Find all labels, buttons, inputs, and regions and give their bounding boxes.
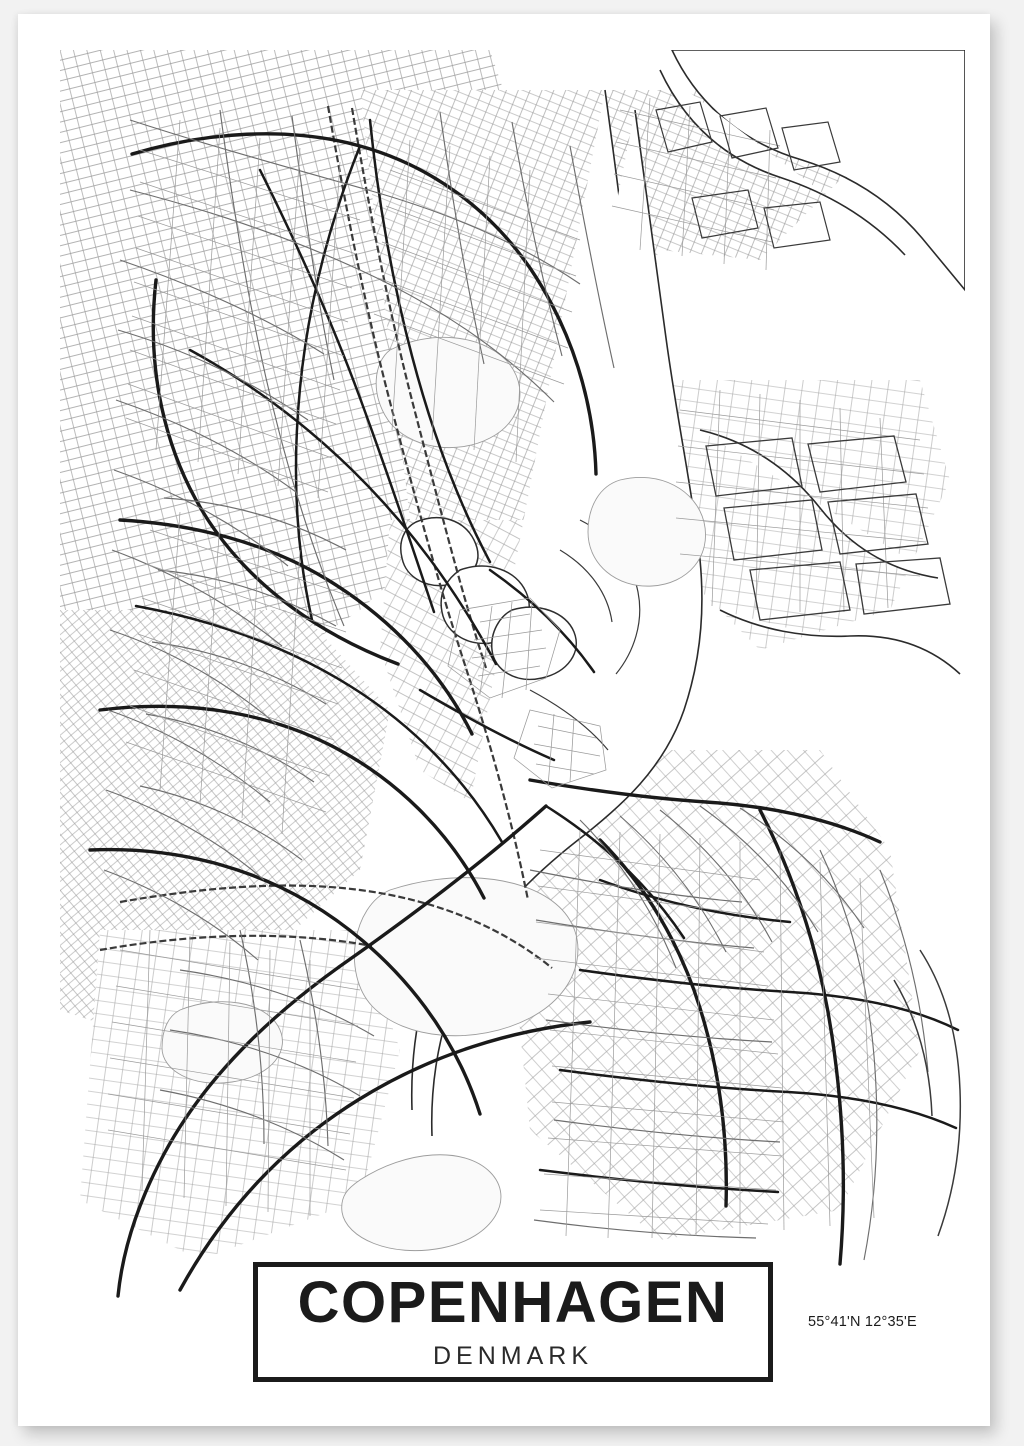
city-map <box>60 50 965 1300</box>
poster-paper-inner <box>18 14 990 1426</box>
city-name: COPENHAGEN <box>297 1269 729 1335</box>
country-name: DENMARK <box>432 1341 593 1370</box>
city-map-svg <box>60 50 965 1300</box>
poster-paper <box>18 14 990 1426</box>
coordinates-label: 55°41'N 12°35'E <box>808 1314 917 1330</box>
title-block <box>253 1262 773 1382</box>
